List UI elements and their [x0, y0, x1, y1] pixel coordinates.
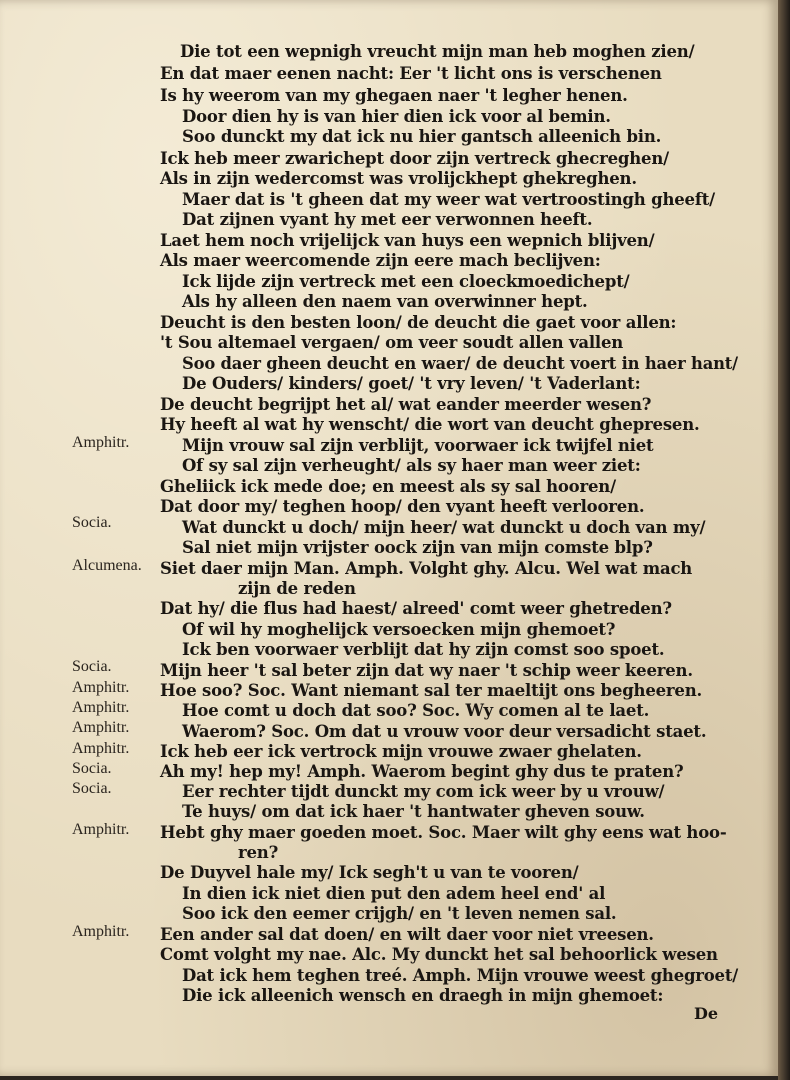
- verse-line: Waerom? Soc. Om dat u vrouw voor deur versadicht staet.: [182, 722, 707, 741]
- verse-line: ren?: [238, 843, 279, 862]
- verse-line: Siet daer mijn Man. Amph. Volght ghy. Alcu. Wel wat mach: [160, 559, 693, 578]
- verse-line: Wat dunckt u doch/ mijn heer/ wat dunckt u doch van my/: [182, 518, 706, 537]
- verse-line: De deucht begrijpt het al/ wat eander meerder wesen?: [160, 395, 652, 414]
- catchword: De: [694, 1004, 719, 1023]
- verse-line: Door dien hy is van hier dien ick voor al bemin.: [182, 107, 611, 126]
- verse-line: Als hy alleen den naem van overwinner hept.: [182, 292, 588, 311]
- speaker-label: Amphitr.: [72, 719, 130, 736]
- speaker-label: Amphitr.: [72, 434, 130, 451]
- verse-line: Gheliick ick mede doe; en meest als sy sal hooren/: [160, 477, 616, 496]
- verse-line: zijn de reden: [238, 579, 356, 598]
- verse-line: Ah my! hep my! Amph. Waerom begint ghy dus te praten?: [160, 762, 684, 781]
- verse-line: Dat door my/ teghen hoop/ den vyant heeft verlooren.: [160, 497, 645, 516]
- verse-line: Een ander sal dat doen/ en wilt daer voor niet vreesen.: [160, 925, 654, 944]
- verse-line: Is hy weerom van my ghegaen naer 't legher henen.: [160, 86, 628, 105]
- verse-line: En dat maer eenen nacht: Eer 't licht ons is verschenen: [160, 64, 662, 83]
- verse-line: Soo dunckt my dat ick nu hier gantsch alleenich bin.: [182, 127, 662, 146]
- verse-line: Hy heeft al wat hy wenscht/ die wort van deucht ghepresen.: [160, 415, 700, 434]
- speaker-label: Amphitr.: [72, 740, 130, 757]
- verse-line: Dat hy/ die flus had haest/ alreed' comt weer ghetreden?: [160, 599, 672, 618]
- verse-line: Deucht is den besten loon/ de deucht die gaet voor allen:: [160, 313, 677, 332]
- speaker-label: Alcumena.: [72, 557, 142, 574]
- verse-line: Dat zijnen vyant hy met eer verwonnen heeft.: [182, 210, 593, 229]
- verse-line: In dien ick niet dien put den adem heel end' al: [182, 884, 606, 903]
- verse-line: Die tot een wepnigh vreucht mijn man heb moghen zien/: [180, 42, 695, 61]
- verse-line: Ick heb eer ick vertrock mijn vrouwe zwaer ghelaten.: [160, 742, 642, 761]
- verse-line: Als maer weercomende zijn eere mach beclijven:: [160, 251, 601, 270]
- verse-line: Hoe soo? Soc. Want niemant sal ter maeltijt ons begheeren.: [160, 681, 703, 700]
- verse-line: Maer dat is 't gheen dat my weer wat vertroostingh gheeft/: [182, 190, 715, 209]
- verse-line: Te huys/ om dat ick haer 't hantwater gheven souw.: [182, 802, 645, 821]
- verse-line: Soo ick den eemer crijgh/ en 't leven nemen sal.: [182, 904, 617, 923]
- speaker-label: Socia.: [72, 658, 112, 675]
- speaker-label: Amphitr.: [72, 679, 130, 696]
- page-edge-shadow: [778, 0, 790, 1080]
- speaker-label: Amphitr.: [72, 821, 130, 838]
- verse-line: De Ouders/ kinders/ goet/ 't vry leven/ 't Vaderlant:: [182, 374, 641, 393]
- verse-line: Ick heb meer zwarichept door zijn vertreck ghecreghen/: [160, 149, 669, 168]
- speaker-label: Amphitr.: [72, 699, 130, 716]
- verse-line: De Duyvel hale my/ Ick segh't u van te vooren/: [160, 863, 579, 882]
- speaker-label: Socia.: [72, 514, 112, 531]
- verse-line: Eer rechter tijdt dunckt my com ick weer by u vrouw/: [182, 782, 665, 801]
- verse-line: Die ick alleenich wensch en draegh in mijn ghemoet:: [182, 986, 664, 1005]
- verse-line: Soo daer gheen deucht en waer/ de deucht voert in haer hant/: [182, 354, 738, 373]
- verse-line: Dat ick hem teghen treé. Amph. Mijn vrouwe weest ghegroet/: [182, 966, 739, 985]
- verse-line: Hoe comt u doch dat soo? Soc. Wy comen al te laet.: [182, 701, 650, 720]
- verse-line: Mijn vrouw sal zijn verblijt, voorwaer ick twijfel niet: [182, 436, 654, 455]
- verse-line: Sal niet mijn vrijster oock zijn van mijn comste blp?: [182, 538, 653, 557]
- verse-line: Ick ben voorwaer verblijt dat hy zijn comst soo spoet.: [182, 640, 665, 659]
- speaker-label: Amphitr.: [72, 923, 130, 940]
- speaker-label: Socia.: [72, 780, 112, 797]
- speaker-label: Socia.: [72, 760, 112, 777]
- verse-line: Of wil hy moghelijck versoecken mijn ghemoet?: [182, 620, 616, 639]
- verse-line: Ick lijde zijn vertreck met een cloeckmoedichept/: [182, 272, 630, 291]
- verse-line: Comt volght my nae. Alc. My dunckt het sal behoorlick wesen: [160, 945, 718, 964]
- verse-line: Laet hem noch vrijelijck van huys een wepnich blijven/: [160, 231, 655, 250]
- verse-line: Of sy sal zijn verheught/ als sy haer man weer ziet:: [182, 456, 641, 475]
- verse-line: Als in zijn wedercomst was vrolijckhept ghekreghen.: [160, 169, 637, 188]
- verse-line: Mijn heer 't sal beter zijn dat wy naer 't schip weer keeren.: [160, 661, 693, 680]
- verse-line: Hebt ghy maer goeden moet. Soc. Maer wilt ghy eens wat hoo-: [160, 823, 727, 842]
- verse-line: 't Sou altemael vergaen/ om veer soudt allen vallen: [160, 333, 624, 352]
